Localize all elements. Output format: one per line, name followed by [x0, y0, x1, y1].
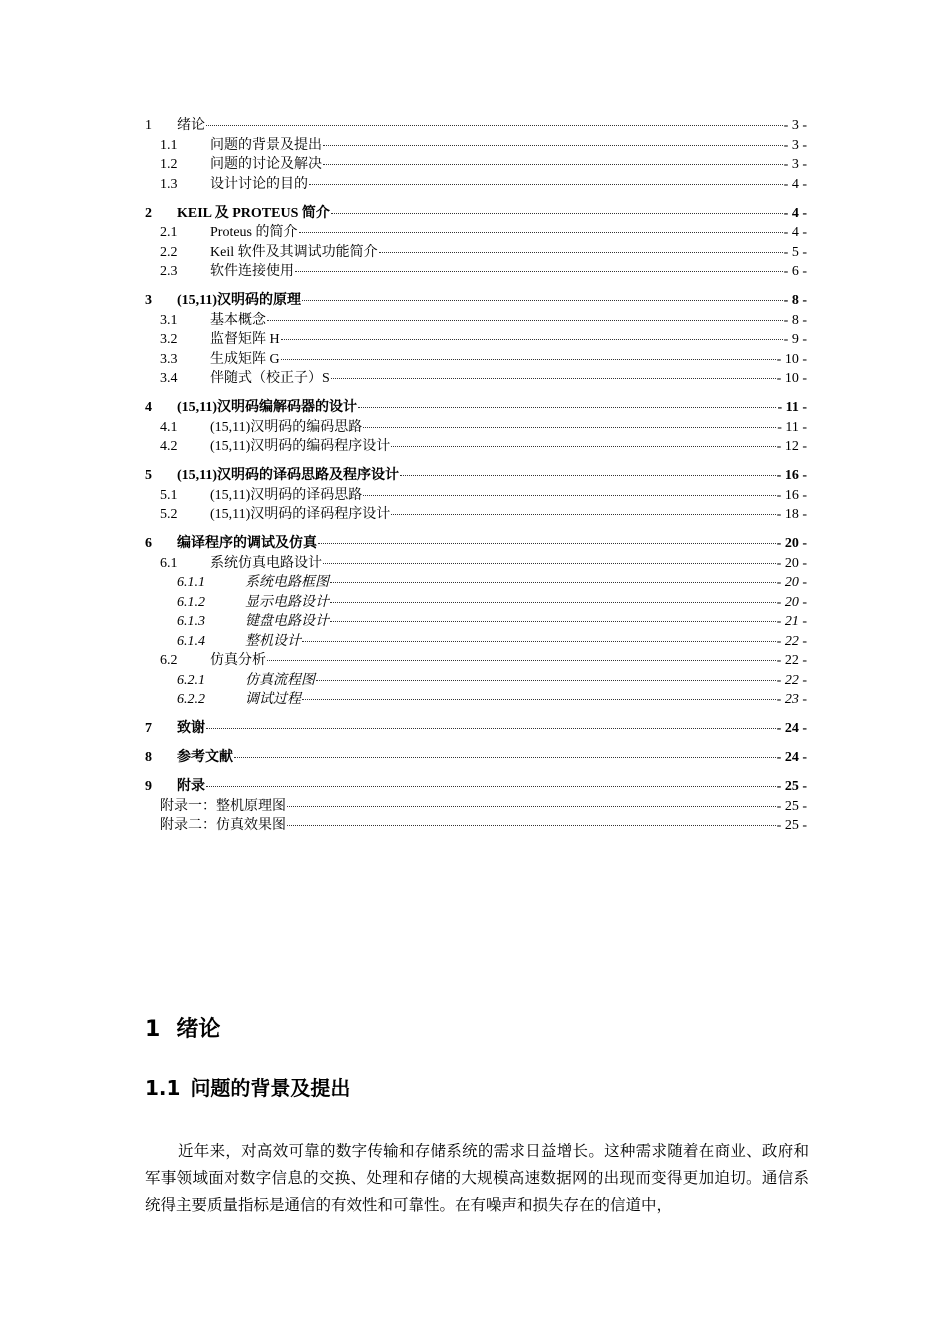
- dot-leader: [331, 377, 776, 379]
- toc-entry-number: 3.2: [160, 332, 178, 347]
- dot-leader: [363, 426, 776, 428]
- toc-entry[interactable]: [145, 651, 807, 671]
- toc-entry-page: - 24 -: [776, 750, 807, 765]
- toc-entry-number: 3.1: [160, 312, 178, 328]
- toc-entry-title: 问题的讨论及解决: [210, 157, 322, 172]
- toc-entry-title: (15,11)汉明码的译码思路: [210, 487, 363, 503]
- toc-entry-title: Proteus 的简介: [210, 225, 298, 240]
- toc-entry[interactable]: [145, 719, 807, 739]
- dot-leader: [318, 542, 776, 544]
- toc-entry-number: 4.2: [160, 439, 178, 454]
- paragraph: 近年来，对高效可靠的数字传输和存储系统的需求日益增长。这种需求随着在商业、政府和军事领域面对数字信息的交换、处理和存储的大规模高速数据网的出现而变得更加迫切。通信系统得主要质量指标是通信的有效性和可靠性。在有噪声和损失存在的信道中，: [145, 1143, 809, 1214]
- toc-entry[interactable]: [145, 398, 807, 418]
- dot-leader: [267, 659, 776, 661]
- toc-entry-title: (15,11)汉明码的译码程序设计: [210, 507, 391, 522]
- toc-entry-page: - 9 -: [783, 332, 807, 347]
- toc-entry-page: - 3 -: [783, 137, 807, 153]
- dot-leader: [323, 163, 783, 165]
- toc-entry-number: 2: [145, 205, 152, 221]
- dot-leader: [358, 406, 776, 408]
- toc-entry-page: - 16 -: [776, 487, 807, 503]
- toc-entry-number: 6.2.2: [177, 692, 205, 707]
- dot-leader: [309, 183, 783, 185]
- toc-entry-page: - 11 -: [777, 419, 807, 435]
- dot-leader: [331, 212, 783, 214]
- toc-entry-page: - 5 -: [783, 244, 807, 260]
- toc-entry-page: - 6 -: [783, 264, 807, 279]
- toc-entry-title: (15,11)汉明码的原理: [177, 293, 302, 308]
- toc-entry-title: 致谢: [177, 721, 205, 736]
- dot-leader: [206, 124, 783, 126]
- toc-entry-title: 软件连接使用: [210, 264, 294, 279]
- toc-entry-page: - 21 -: [776, 614, 807, 629]
- dot-leader: [323, 562, 776, 564]
- toc-entry-number: 4.1: [160, 419, 178, 435]
- dot-leader: [379, 251, 783, 253]
- chapter-number: 1: [145, 1017, 161, 1042]
- toc-entry-page: - 3 -: [783, 118, 807, 133]
- dot-leader: [287, 824, 776, 826]
- toc-entry[interactable]: [145, 155, 807, 175]
- toc-entry[interactable]: [145, 612, 807, 632]
- toc-entry-page: - 4 -: [783, 205, 807, 221]
- toc-entry-title: 问题的背景及提出: [210, 137, 322, 153]
- toc-entry-title: 系统电路框图: [245, 575, 329, 590]
- dot-leader: [302, 299, 783, 301]
- dot-leader: [299, 231, 783, 233]
- toc-entry[interactable]: [145, 437, 807, 457]
- table-of-contents: [145, 116, 807, 836]
- toc-entry-number: 6: [145, 536, 152, 551]
- toc-entry-title: (15,11)汉明码的编码思路: [210, 419, 363, 435]
- toc-entry[interactable]: [145, 418, 807, 438]
- toc-entry-number: 6.1: [160, 555, 178, 571]
- dot-leader: [234, 756, 776, 758]
- toc-entry-number: 3.3: [160, 351, 178, 367]
- toc-entry-number: 5: [145, 468, 152, 483]
- toc-entry[interactable]: [145, 116, 807, 136]
- dot-leader: [206, 727, 776, 729]
- toc-entry[interactable]: [145, 243, 807, 263]
- section-title: 问题的背景及提出: [190, 1076, 351, 1100]
- dot-leader: [295, 270, 783, 272]
- toc-entry[interactable]: [145, 204, 807, 224]
- toc-entry-title: 基本概念: [210, 312, 266, 328]
- toc-entry-title: 设计讨论的目的: [210, 176, 308, 192]
- toc-entry[interactable]: [145, 748, 807, 768]
- toc-entry-page: - 16 -: [776, 468, 807, 483]
- toc-entry-number: 6.2.1: [177, 672, 205, 688]
- toc-entry-title: 整机设计: [245, 633, 301, 649]
- toc-entry-number: 8: [145, 750, 152, 765]
- dot-leader: [400, 474, 776, 476]
- toc-entry-number: 9: [145, 779, 152, 794]
- chapter-heading: [145, 1012, 220, 1043]
- toc-entry-page: - 25 -: [776, 798, 807, 814]
- toc-entry-number: 6.1.2: [177, 594, 205, 610]
- toc-entry[interactable]: [145, 797, 807, 817]
- toc-entry-page: - 20 -: [776, 536, 807, 551]
- toc-entry-title: 生成矩阵 G: [210, 351, 280, 367]
- dot-leader: [206, 785, 776, 787]
- toc-entry-title: 参考文献: [177, 750, 233, 765]
- toc-entry-page: - 8 -: [783, 312, 807, 328]
- toc-entry-number: 6.1.1: [177, 575, 205, 590]
- toc-entry[interactable]: [145, 311, 807, 331]
- toc-entry-page: - 25 -: [776, 779, 807, 794]
- toc-entry-page: - 10 -: [776, 371, 807, 386]
- dot-leader: [363, 494, 775, 496]
- toc-entry-number: 7: [145, 721, 152, 736]
- dot-leader: [287, 805, 776, 807]
- toc-entry-title: 系统仿真电路设计: [210, 555, 322, 571]
- toc-entry-page: - 8 -: [783, 293, 807, 308]
- toc-entry-number: 1.1: [160, 137, 178, 153]
- toc-entry[interactable]: [145, 466, 807, 486]
- toc-entry[interactable]: [145, 690, 807, 710]
- section-number: 1.1: [145, 1076, 181, 1100]
- toc-entry-page: - 22 -: [776, 672, 807, 688]
- toc-entry-title: 显示电路设计: [245, 594, 329, 610]
- toc-entry-page: - 24 -: [776, 721, 807, 736]
- toc-entry-page: - 4 -: [783, 225, 807, 240]
- toc-entry[interactable]: [145, 223, 807, 243]
- toc-entry-title: 键盘电路设计: [245, 614, 329, 629]
- toc-entry[interactable]: [145, 554, 807, 574]
- toc-entry-title: 绪论: [177, 118, 205, 133]
- dot-leader: [330, 620, 776, 622]
- toc-entry-title: 仿真分析: [210, 653, 266, 668]
- toc-entry-number: 1.2: [160, 157, 178, 172]
- toc-entry-number: 6.2: [160, 653, 178, 668]
- toc-entry-page: - 25 -: [776, 818, 807, 833]
- dot-leader: [330, 581, 776, 583]
- toc-entry[interactable]: [145, 291, 807, 311]
- toc-entry-title: Keil 软件及其调试功能简介: [210, 244, 378, 260]
- toc-entry[interactable]: [145, 671, 807, 691]
- toc-entry-title: 仿真流程图: [245, 672, 315, 688]
- toc-entry-title: (15,11)汉明码的译码思路及程序设计: [177, 468, 400, 483]
- dot-leader: [316, 679, 776, 681]
- toc-entry[interactable]: [145, 777, 807, 797]
- toc-entry-title: (15,11)汉明码编解码器的设计: [177, 400, 358, 415]
- toc-entry-title: 调试过程: [245, 692, 301, 707]
- toc-entry-title: 编译程序的调试及仿真: [177, 536, 317, 551]
- toc-entry[interactable]: [145, 175, 807, 195]
- toc-entry-title: 附录二：仿真效果图: [160, 818, 286, 833]
- toc-entry[interactable]: [145, 330, 807, 350]
- toc-entry[interactable]: [145, 573, 807, 593]
- toc-entry-number: 6.1.3: [177, 614, 205, 629]
- dot-leader: [330, 601, 776, 603]
- toc-entry[interactable]: [145, 816, 807, 836]
- toc-entry[interactable]: [145, 534, 807, 554]
- toc-entry-title: KEIL 及 PROTEUS 简介: [177, 205, 330, 221]
- toc-entry[interactable]: [145, 505, 807, 525]
- toc-entry-number: 3.4: [160, 371, 178, 386]
- toc-entry-page: - 20 -: [776, 575, 807, 590]
- toc-entry[interactable]: [145, 136, 807, 156]
- toc-entry-number: 5.1: [160, 487, 178, 503]
- dot-leader: [267, 319, 783, 321]
- toc-entry[interactable]: [145, 632, 807, 652]
- toc-entry-title: 伴随式（校正子）S: [210, 371, 330, 386]
- toc-entry-page: - 12 -: [776, 439, 807, 454]
- dot-leader: [391, 513, 775, 515]
- toc-entry-number: 2.1: [160, 225, 178, 240]
- toc-entry-title: 监督矩阵 H: [210, 332, 280, 347]
- chapter-title: 绪论: [176, 1017, 221, 1042]
- toc-entry-page: - 10 -: [776, 351, 807, 367]
- toc-entry-title: 附录: [177, 779, 205, 794]
- toc-entry[interactable]: [145, 262, 807, 282]
- toc-entry-number: 1.3: [160, 176, 178, 192]
- toc-entry-number: 2.3: [160, 264, 178, 279]
- toc-entry[interactable]: [145, 350, 807, 370]
- dot-leader: [281, 358, 776, 360]
- dot-leader: [323, 144, 783, 146]
- toc-entry-page: - 22 -: [776, 653, 807, 668]
- toc-entry-number: 2.2: [160, 244, 178, 260]
- toc-entry-page: - 3 -: [783, 157, 807, 172]
- toc-entry[interactable]: [145, 486, 807, 506]
- toc-entry-title: 附录一：整机原理图: [160, 798, 286, 814]
- toc-entry-page: - 23 -: [776, 692, 807, 707]
- toc-entry-page: - 18 -: [776, 507, 807, 522]
- toc-entry-title: (15,11)汉明码的编码程序设计: [210, 439, 391, 454]
- dot-leader: [302, 640, 776, 642]
- toc-entry-number: 4: [145, 400, 152, 415]
- body-text: [145, 1138, 809, 1219]
- toc-entry[interactable]: [145, 369, 807, 389]
- toc-entry-page: - 20 -: [776, 594, 807, 610]
- dot-leader: [281, 338, 783, 340]
- toc-entry-page: - 20 -: [776, 555, 807, 571]
- toc-entry-number: 6.1.4: [177, 633, 205, 649]
- dot-leader: [302, 698, 776, 700]
- toc-entry[interactable]: [145, 593, 807, 613]
- toc-entry-number: 5.2: [160, 507, 178, 522]
- toc-entry-number: 1: [145, 118, 152, 133]
- toc-entry-page: - 22 -: [776, 633, 807, 649]
- toc-entry-page: - 11 -: [777, 400, 807, 415]
- section-heading: [145, 1072, 350, 1101]
- dot-leader: [391, 445, 775, 447]
- toc-entry-number: 3: [145, 293, 152, 308]
- toc-entry-page: - 4 -: [783, 176, 807, 192]
